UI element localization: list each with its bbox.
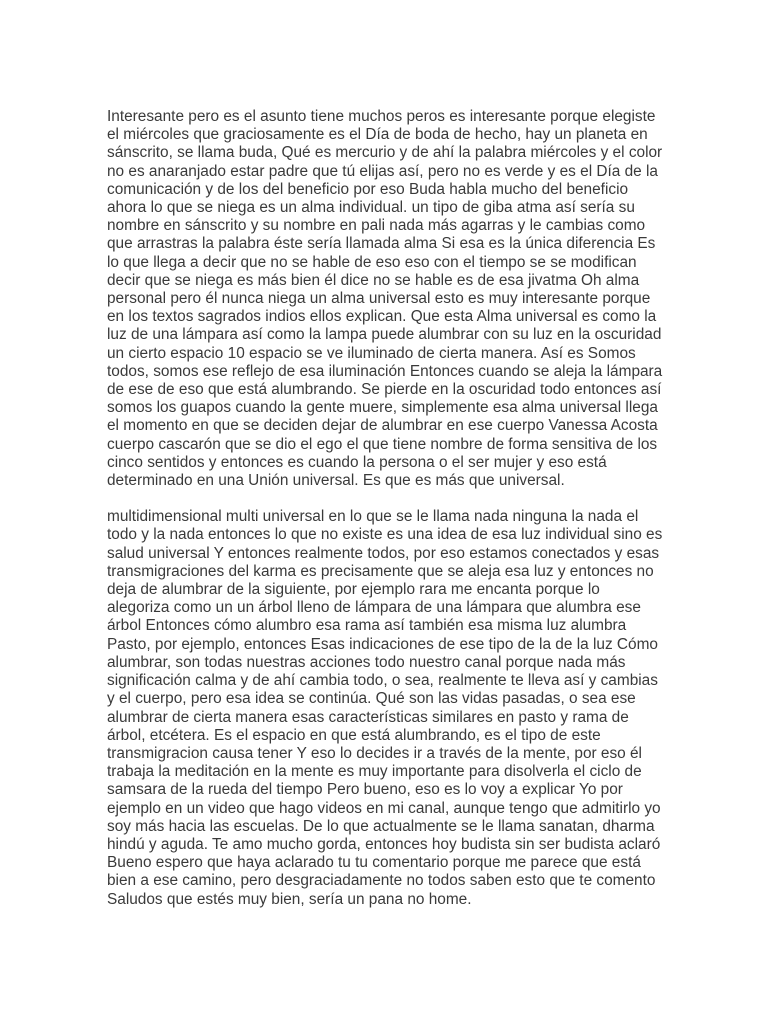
- paragraph-1: Interesante pero es el asunto tiene muchos peros es interesante porque elegiste el miércoles que graciosamente es el Día de boda de hecho, hay un planeta en sánscrito, se llama buda, Qué es mercurio y de ahí la palabra miércoles y el color no es anaranjado estar padre que tú elijas así, pero no es verde y es el Día de la comunicación y de los del beneficio por eso Buda habla mucho del beneficio ahora lo que se niega es un alma individual. un tipo de giba atma así sería su nombre en sánscrito y su nombre en pali nada más agarras y le cambias como que arrastras la palabra éste sería llamada alma Si esa es la única diferencia Es lo que llega a decir que no se hable de eso eso con el tiempo se se modifican decir que se niega es más bien él dice no se hable es de esa jivatma Oh alma personal pero él nunca niega un alma universal esto es muy interesante porque en los textos sagrados indios ellos explican. Que esta Alma universal es como la luz de una lámpara así como la lampa puede alumbrar con su luz en la oscuridad un cierto espacio 10 espacio se ve iluminado de cierta manera. Así es Somos todos, somos ese reflejo de esa iluminación Entonces cuando se aleja la lámpara de ese de eso que está alumbrando. Se pierde en la oscuridad todo entonces así somos los guapos cuando la gente muere, simplemente esa alma universal llega el momento en que se deciden dejar de alumbrar en ese cuerpo Vanessa Acosta cuerpo cascarón que se dio el ego el que tiene nombre de forma sensitiva de los cinco sentidos y entonces es cuando la persona o el ser mujer y eso está determinado en una Unión universal. Es que es más que universal.: [107, 108, 663, 490]
- document-body: [107, 108, 665, 909]
- paragraph-2: multidimensional multi universal en lo que se le llama nada ninguna la nada el todo y la nada entonces lo que no existe es una idea de esa luz individual sino es salud universal Y entonces realmente todos, por eso estamos conectados y esas transmigraciones del karma es precisamente que se aleja esa luz y entonces no deja de alumbrar de la siguiente, por ejemplo rara me encanta porque lo alegoriza como un un árbol lleno de lámpara de una lámpara que alumbra ese árbol Entonces cómo alumbro esa rama así también esa misma luz alumbra Pasto, por ejemplo, entonces Esas indicaciones de ese tipo de la de la luz Cómo alumbrar, son todas nuestras acciones todo nuestro canal porque nada más significación calma y de ahí cambia todo, o sea, realmente te lleva así y cambias y el cuerpo, pero esa idea se continúa. Qué son las vidas pasadas, o sea ese alumbrar de cierta manera esas características similares en pasto y rama de árbol, etcétera. Es el espacio en que está alumbrando, es el tipo de este transmigracion causa tener Y eso lo decides ir a través de la mente, por eso él trabaja la meditación en la mente es muy importante para disolverla el ciclo de samsara de la rueda del tiempo Pero bueno, eso es lo voy a explicar Yo por ejemplo en un video que hago videos en mi canal, aunque tengo que admitirlo yo soy más hacia las escuelas. De lo que actualmente se le llama sanatan, dharma hindú y aguda. Te amo mucho gorda, entonces hoy budista sin ser budista aclaró Bueno espero que haya aclarado tu tu comentario porque me parece que está bien a ese camino, pero desgraciadamente no todos saben esto que te comento Saludos que estés muy bien, sería un pana no home.: [107, 508, 663, 908]
